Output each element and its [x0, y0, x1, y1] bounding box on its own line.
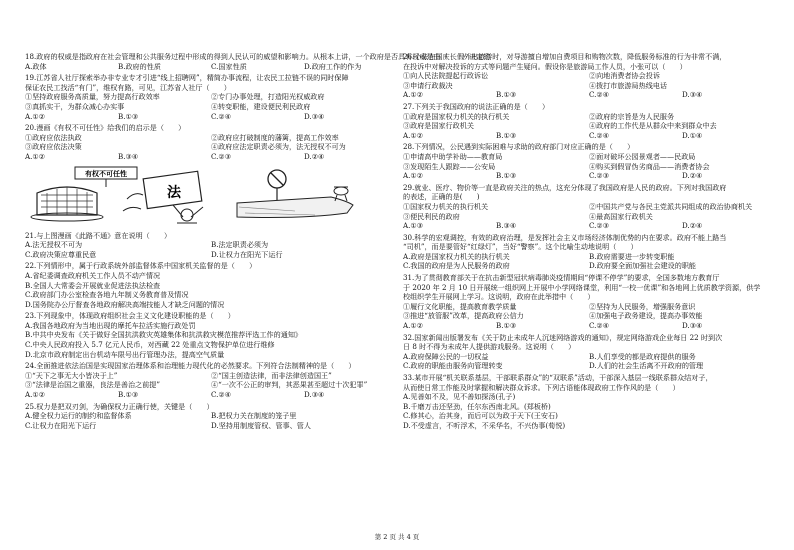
option-a[interactable]: A.①②	[25, 151, 46, 161]
statements-row	[403, 162, 775, 172]
option-a[interactable]: A.省纪委调查政府机关工作人员不动产情况	[25, 270, 161, 280]
question-text: 23.下列现象中，体现政府组织社会主义文化建设职能的是（ ）	[25, 311, 235, 321]
cartoon-power-image	[27, 165, 217, 227]
options-row	[403, 261, 775, 271]
option-a[interactable]: A.我国各地政府为当地出现的摩托车拉活实施行政处罚	[25, 320, 196, 330]
question-22	[25, 261, 397, 309]
statement-4: ④政府的工作代是从群众中来到群众中去	[589, 121, 717, 131]
option-d[interactable]: D.北京市政府制定出台机动车限号出行管理办法，提高空气质量	[25, 349, 225, 359]
option-b[interactable]: B.①③	[496, 321, 517, 331]
options-row	[25, 390, 397, 400]
statement-4: ④政府应法定职责必须为，法无授权不可为	[211, 142, 346, 152]
option-b[interactable]: B.把权力关在制度的笼子里	[211, 411, 297, 421]
statement-2: ②政府应打破制度的藩篱，提高工作效率	[211, 132, 339, 142]
question-text: 20.漫画《有权不可任性》给我们的启示是（ ）	[25, 123, 186, 133]
statement-3: ③政府应依法决策	[25, 142, 82, 152]
question-text: 日 8 时不得为未成年人提供游戏服务。这说明（ ）	[403, 342, 576, 352]
option-a[interactable]: A.法无授权不可为	[25, 240, 83, 250]
statements-row	[25, 380, 397, 390]
question-text: 30.科学的宏观调控，有效的政府治理，是发挥社会主义市场经济体制优势的内在要求。政府不能上路当	[403, 232, 727, 242]
option-c[interactable]: C.②③	[211, 151, 232, 161]
options-row	[403, 90, 775, 100]
options-row	[25, 411, 397, 421]
option-b[interactable]: B.政府的性质	[118, 61, 161, 71]
question-text: 28.下列情况，公民遇到实际困难与求助的政府部门对应正确的是（ ）	[403, 142, 635, 152]
option-b[interactable]: B.法定职责必须为	[211, 240, 269, 250]
option-b[interactable]: B.全国人大常委会开展就业促进法执法检查	[25, 280, 161, 290]
statements-row	[403, 202, 775, 212]
cartoon-area	[25, 163, 397, 229]
options-row	[403, 131, 775, 141]
options-row	[403, 352, 775, 362]
question-text: “司机”，而是要管好“红绿灯”，当好“警察”。这个比喻生动地说明（ ）	[403, 242, 638, 252]
option-d[interactable]: D.②④	[682, 221, 703, 231]
question-text: 29.就业、医疗、物价等一直是政府关注的热点，这充分体现了我国政府是人民的政府。下列对我国政府	[403, 182, 727, 192]
statement-3: ③政府是国家行政机关	[403, 121, 474, 131]
statements-row	[25, 371, 397, 381]
option-c[interactable]: C.让权力在阳光下运行	[25, 420, 97, 430]
statement-1: ①履行文化职能，提高教育教学质量	[403, 301, 517, 311]
cartoon-no-entry-image	[235, 167, 385, 225]
option-a[interactable]: A.①②	[403, 90, 424, 100]
option-d[interactable]: D.让权力在阳光下运行	[211, 249, 283, 259]
statement-3: ③推进“放管服”改革，提高政府公信力	[403, 311, 524, 321]
option-c[interactable]: C.政府部门办公室检查各地九年制义务教育普及情况	[25, 290, 189, 300]
statement-3: ③发现陌生人跟踪——公安局	[403, 161, 496, 171]
question-27	[403, 102, 775, 140]
question-text: 校组织学生开展网上学习。这说明，政府在此举措中（ ）	[403, 292, 595, 302]
option-b[interactable]: B.千磨万击还坚劲，任尔东西南北风。(郑板桥)	[403, 401, 551, 411]
option-b[interactable]: B.中共中央发布《关于做好全国抗洪救灾英雄集体和抗洪救灾模范推荐评选工作的通知》	[25, 330, 303, 340]
statement-1: ①政府是国家权力机关的执行机关	[403, 111, 510, 121]
statement-4: ④加强电子政务建设，提高办事效能	[589, 311, 703, 321]
option-c[interactable]: C.修其心，治其身，而后可以为政于天下(王安石)	[403, 411, 558, 421]
statement-4: ④最高国家行政机关	[589, 211, 653, 221]
option-a[interactable]: A.①②	[403, 130, 424, 140]
cartoon-law-char: 法	[167, 184, 181, 201]
option-c[interactable]: C.中央人民政府投入 5.7 亿元人民币，对西藏 22 处重点文物保护单位进行维修	[25, 340, 275, 350]
question-24	[25, 361, 397, 399]
right-column	[403, 52, 775, 431]
statement-2: ②政府的宗旨是为人民服务	[589, 111, 675, 121]
question-text: 32.国家新闻出版署发布《关于防止未成年人沉迷网络游戏的通知》，规定网络游戏企业每日 22 时到次	[403, 332, 723, 342]
question-text: 从而使日常工作能及时掌握和解决群众诉求。下列古语能体现政府工作作风的是（ ）	[403, 382, 680, 392]
statements-row	[25, 102, 397, 112]
statement-3: ③便民利民的政府	[403, 211, 460, 221]
option-a[interactable]: A.①②	[25, 111, 46, 121]
question-18	[25, 52, 491, 71]
option-c[interactable]: C.政府的职能由服务向管理转变	[403, 361, 503, 371]
question-text: 27.下列关于我国政府的说法正确的是（ ）	[403, 101, 550, 111]
page-number-footer: 第 2 页 共 4 页	[374, 533, 420, 541]
options-row	[25, 62, 397, 72]
option-b[interactable]: B.①③	[496, 130, 517, 140]
option-a[interactable]: A.健全权力运行的制约和监督体系	[25, 411, 132, 421]
option-b[interactable]: B.③④	[118, 151, 139, 161]
option-a[interactable]: A.①②	[403, 171, 424, 181]
option-d[interactable]: D.政府要全面加强社会建设的职能	[589, 261, 697, 271]
statement-2: ②向地消费者协会投诉	[589, 71, 660, 81]
option-b[interactable]: B.①③	[118, 111, 139, 121]
option-d[interactable]: D.③④	[682, 321, 703, 331]
statement-1: ①向人民法院提起行政诉讼	[403, 71, 489, 81]
statement-1: ①政府应依法执政	[25, 132, 82, 142]
option-d[interactable]: D.人们的社会生活离不开政府的管理	[589, 361, 704, 371]
statement-2: ②坚持为人民服务，增强服务意识	[589, 301, 696, 311]
option-c[interactable]: C.②④	[589, 90, 610, 100]
option-a[interactable]: A.①②	[403, 321, 424, 331]
statement-4: ④“一次不公正的审判，其恶果甚至超过十次犯罪”	[211, 380, 368, 390]
statement-3: ③“法律是治国之重器，良法是善治之前提”	[25, 380, 160, 390]
options-row	[25, 152, 397, 162]
statement-1: ①国家权力机关的执行机关	[403, 201, 489, 211]
question-30	[403, 233, 775, 271]
question-23	[25, 311, 397, 359]
option-b[interactable]: B.①③	[496, 171, 517, 181]
options-row	[403, 221, 775, 231]
option-a[interactable]: A.政体	[25, 61, 47, 71]
question-text: 26.小张在国庆长假外出旅游时，对导游擅自增加自费项目和购物次数，降低服务标准的行为非常不满，	[403, 52, 727, 61]
statement-2: ②中国共产党与各民主党派共同组成的政治协商机关	[589, 201, 753, 211]
option-a[interactable]: A.政府是国家权力机关的执行机关	[403, 251, 510, 261]
question-32	[403, 333, 775, 371]
option-b[interactable]: B.政府需要进一步转变职能	[589, 251, 675, 261]
options-row	[25, 240, 397, 250]
statement-3: ③申请行政裁决	[403, 80, 453, 90]
options-row	[403, 171, 775, 181]
options-row	[403, 321, 775, 331]
cartoon-sign-text: 有权不可任性	[85, 169, 127, 178]
options-row	[25, 112, 397, 122]
question-33	[403, 373, 775, 431]
statement-1: ①“天下之事无大小皆决于上”	[25, 370, 118, 380]
option-c[interactable]: C.国家性质	[211, 61, 247, 71]
option-d[interactable]: D.不受虚言，不听浮术，不采华名，不兴伪事(荀悦)	[403, 420, 566, 430]
statements-row	[403, 81, 775, 91]
question-text: 22.下列情形中，属于行政系统外部监督体系中国家机关监督的是（ ）	[25, 261, 257, 271]
option-d[interactable]: D.③④	[304, 390, 325, 400]
option-c[interactable]: C.②④	[589, 321, 610, 331]
option-d[interactable]: D.坚持用制度管权、管事、管人	[211, 420, 311, 430]
option-c[interactable]: C.②④	[211, 390, 232, 400]
statement-1: ①申请高中助学补助——教育局	[403, 151, 503, 161]
question-text: 在投诉中对解决投诉的方式等问题产生疑问。假设你是旅游局工作人员，小张可以（ ）	[403, 61, 687, 71]
statement-2: ②专门办事处理，打造阳光权威政府	[211, 92, 325, 102]
question-text: 保证农民工找活“有门”，维权有路，可见，江苏省人社厅（ ）	[25, 82, 231, 92]
option-c[interactable]: C.②③	[589, 171, 610, 181]
statements-row	[403, 302, 775, 312]
option-a[interactable]: A.①③	[403, 221, 424, 231]
option-d[interactable]: D.①④	[682, 130, 703, 140]
option-d[interactable]: D.②④	[304, 151, 325, 161]
question-text: 24.全面推进依法治国是实现国家治理体系和治理能力现代化的必然要求。下列符合法制精神的是（ ）	[25, 361, 356, 371]
option-d[interactable]: D.③④	[682, 90, 703, 100]
options-row	[25, 421, 397, 431]
question-text: 18.政府的权威是指政府在社会管理和公共服务过程中形成的得到人民认可的威望和影响力。从根本上讲，一个政府是否具有权威是由（ ）决定的	[25, 52, 491, 61]
option-b[interactable]: B.人们享受的都是政府提供的服务	[589, 351, 696, 361]
option-c[interactable]: C.②③	[589, 221, 610, 231]
statements-row	[403, 112, 775, 122]
question-28	[403, 142, 775, 180]
option-c[interactable]: C.②④	[589, 130, 610, 140]
option-d[interactable]: D.③④	[304, 111, 325, 121]
question-20	[25, 123, 397, 161]
question-text: 的表述，正确的是( )	[403, 192, 480, 202]
question-26	[403, 52, 775, 100]
option-c[interactable]: C.②④	[211, 111, 232, 121]
question-21	[25, 231, 397, 260]
option-d[interactable]: D.政府工作的作为	[304, 61, 362, 71]
statement-4: ④转变职能，建设便民利民政府	[211, 101, 311, 111]
option-d[interactable]: D.②④	[682, 171, 703, 181]
statement-2: ②面对破坏公园景观者——民政局	[589, 151, 696, 161]
statement-4: ④拨打市旅游局热线电话	[589, 80, 668, 90]
question-text: 31.为了贯彻教育部关于在抗击新型冠状病毒肺炎疫情期间“停课不停学”的要求，全国多数地方教育厅	[403, 273, 720, 283]
question-31	[403, 273, 775, 331]
option-a[interactable]: A.政府保障公民的一切权益	[403, 351, 489, 361]
statement-1: ①坚持政府服务高质量，努力提高行政效率	[25, 92, 160, 102]
statement-3: ③真抓实干，为群众减心办实事	[25, 101, 125, 111]
question-text: 21.与上图漫画《此路不通》意在说明（ ）	[25, 230, 172, 240]
statement-4: ④购买到假冒伪劣商品——消费者协会	[589, 161, 710, 171]
question-19	[25, 73, 397, 121]
option-a[interactable]: A.见善如不及，见不善如探汤(孔子)	[403, 392, 516, 402]
statements-row	[403, 311, 775, 321]
question-text: 于 2020 年 2 月 10 日开展统一组织网上开展中小学网络课堂，利用“一校一优课”和各地网上优质教学资源，供学	[403, 282, 761, 292]
statements-row	[25, 133, 397, 143]
question-text: 33.某市开展“机关联系基层，干部联系群众”的“双联系”活动，干部深入基层一线联系群众结对子，	[403, 373, 713, 382]
statements-row	[403, 212, 775, 222]
statements-row	[403, 71, 775, 81]
statements-row	[403, 152, 775, 162]
question-29	[403, 183, 775, 231]
option-b[interactable]: B.①③	[118, 390, 139, 400]
option-d[interactable]: D.国务院办公厅督查各地政府解决高端技能人才缺乏问题的情况	[25, 299, 225, 309]
option-c[interactable]: C.政府决策应尊重民意	[25, 249, 97, 259]
options-row	[403, 252, 775, 262]
statement-2: ②“国主创造法律，而非法律创造国王”	[211, 370, 332, 380]
statements-row	[25, 92, 397, 102]
options-row	[403, 361, 775, 371]
question-text: 25.权力是把双刃剑，为确保权力正确行使，关键是（ ）	[25, 401, 214, 411]
option-b[interactable]: B.③④	[496, 221, 517, 231]
statements-row	[403, 121, 775, 131]
question-25	[25, 402, 397, 431]
question-text: 19.江苏省人社厅探索举办非专业专才引进“线上招聘网”，精简办事流程，让农民工拉链不误的同时保障	[25, 73, 349, 83]
options-row	[25, 250, 397, 260]
option-b[interactable]: B.①③	[496, 90, 517, 100]
option-c[interactable]: C.我国的政府是为人民服务的政府	[403, 261, 510, 271]
option-a[interactable]: A.①②	[25, 390, 46, 400]
statements-row	[25, 142, 397, 152]
